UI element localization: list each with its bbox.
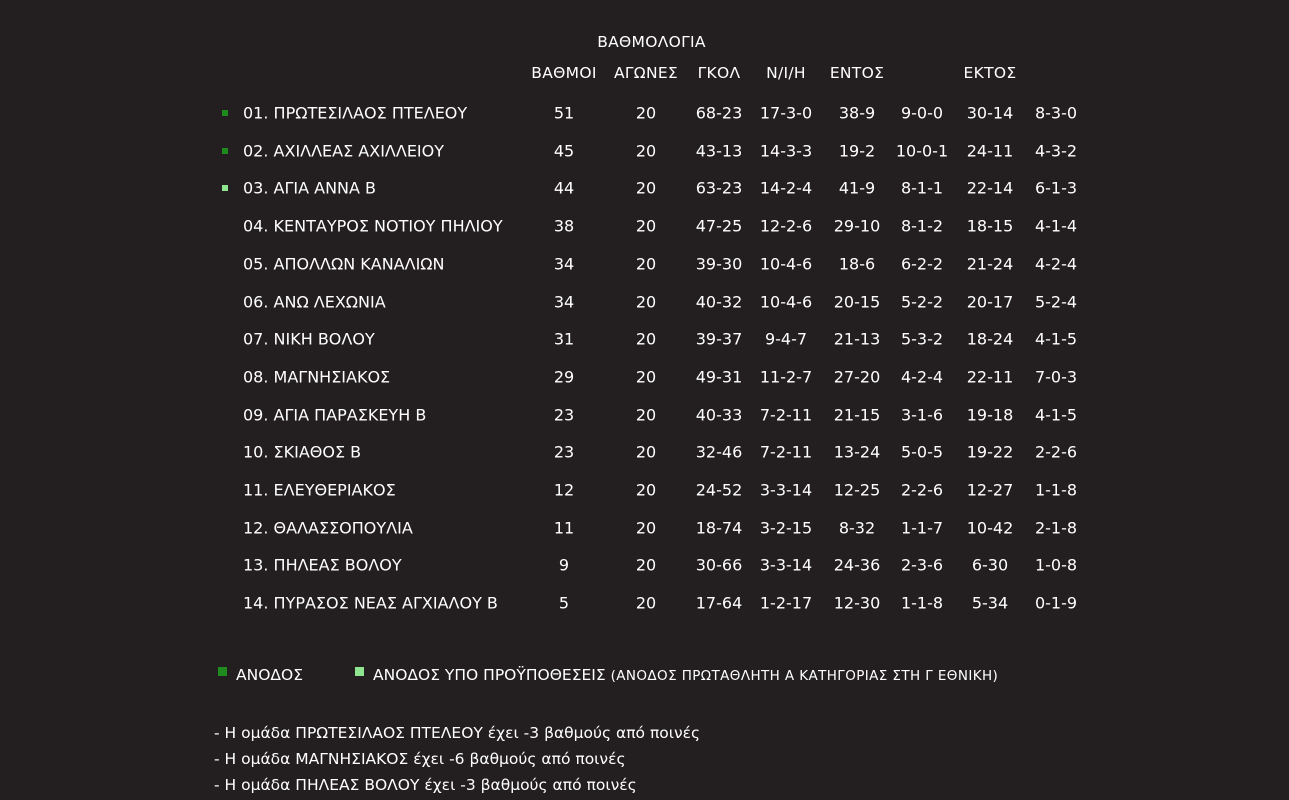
matches-cell: 20 (635, 178, 657, 198)
wdl-cell: 9-4-7 (764, 329, 808, 349)
wdl-cell: 12-2-6 (759, 216, 813, 236)
header-wdl: Ν/Ι/Η (766, 64, 806, 82)
wdl-cell: 1-2-17 (759, 593, 813, 613)
table-row (0, 471, 1289, 509)
points-cell: 31 (553, 329, 575, 349)
team-name: 10. ΣΚΙΑΘΟΣ Β (243, 442, 362, 462)
points-cell: 29 (553, 367, 575, 387)
away-goals-cell: 22-11 (966, 367, 1014, 387)
wdl-cell: 11-2-7 (759, 367, 813, 387)
legend-promotion-label: ΑΝΟΔΟΣ (236, 666, 303, 684)
home-goals-cell: 12-30 (833, 593, 881, 613)
home-wdl-cell: 5-2-2 (900, 292, 944, 311)
away-wdl-cell: 4-3-2 (1034, 141, 1078, 161)
goals-cell: 18-74 (695, 518, 743, 538)
home-goals-cell: 19-2 (838, 141, 876, 161)
table-row (0, 245, 1289, 283)
penalty-note: - Η ομάδα ΜΑΓΝΗΣΙΑΚΟΣ έχει -6 βαθμούς από ποινές (214, 750, 626, 768)
away-goals-cell: 24-11 (966, 141, 1014, 161)
matches-cell: 20 (635, 141, 657, 161)
goals-cell: 68-23 (695, 103, 743, 123)
goals-cell: 17-64 (695, 593, 743, 613)
home-goals-cell: 13-24 (833, 442, 881, 462)
header-home: ΕΝΤΟΣ (829, 64, 885, 82)
legend-conditional-label: ΑΝΟΔΟΣ ΥΠΟ ΠΡΟΫΠΟΘΕΣΕΙΣ (373, 666, 606, 684)
points-cell: 38 (553, 216, 575, 236)
away-goals-cell: 19-22 (966, 442, 1014, 462)
standings-title: ΒΑΘΜΟΛΟΓΙΑ (597, 33, 706, 51)
wdl-cell: 3-3-14 (759, 480, 813, 500)
away-wdl-cell: 7-0-3 (1034, 367, 1078, 387)
away-goals-cell: 5-34 (971, 593, 1009, 613)
header-points: ΒΑΘΜΟΙ (531, 64, 597, 82)
away-goals-cell: 21-24 (966, 254, 1014, 274)
legend-conditional-note: (ΑΝΟΔΟΣ ΠΡΩΤΑΘΛΗΤΗ Α ΚΑΤΗΓΟΡΙΑΣ ΣΤΗ Γ ΕΘΝΙΚΗ) (610, 668, 999, 684)
matches-cell: 20 (635, 254, 657, 274)
goals-cell: 39-37 (695, 329, 743, 349)
points-cell: 23 (553, 442, 575, 462)
away-goals-cell: 19-18 (966, 405, 1014, 425)
points-cell: 11 (553, 518, 575, 538)
penalty-note: - Η ομάδα ΠΗΛΕΑΣ ΒΟΛΟΥ έχει -3 βαθμούς από ποινές (214, 776, 637, 794)
table-row (0, 94, 1289, 132)
team-name: 03. ΑΓΙΑ ΑΝΝΑ Β (243, 178, 377, 198)
home-wdl-cell: 10-0-1 (895, 141, 949, 161)
away-wdl-cell: 4-1-5 (1034, 329, 1078, 349)
goals-cell: 39-30 (695, 254, 743, 274)
goals-cell: 49-31 (695, 367, 743, 387)
wdl-cell: 3-3-14 (759, 555, 813, 575)
team-name: 05. ΑΠΟΛΛΩΝ ΚΑΝΑΛΙΩΝ (243, 254, 445, 274)
table-row (0, 396, 1289, 434)
home-wdl-cell: 1-1-7 (900, 518, 944, 538)
goals-cell: 24-52 (695, 480, 743, 500)
wdl-cell: 7-2-11 (759, 405, 813, 425)
away-wdl-cell: 4-1-5 (1034, 405, 1078, 425)
home-goals-cell: 12-25 (833, 480, 881, 500)
home-wdl-cell: 8-1-1 (900, 178, 944, 198)
points-cell: 5 (558, 593, 570, 613)
away-wdl-cell: 1-1-8 (1034, 480, 1078, 500)
table-row (0, 283, 1289, 321)
table-row (0, 207, 1289, 245)
points-cell: 23 (553, 405, 575, 425)
wdl-cell: 14-2-4 (759, 178, 813, 198)
table-row (0, 169, 1289, 207)
promotion-marker-icon (218, 667, 227, 676)
table-row (0, 509, 1289, 547)
goals-cell: 47-25 (695, 216, 743, 236)
table-row (0, 358, 1289, 396)
home-goals-cell: 41-9 (838, 178, 876, 198)
goals-cell: 32-46 (695, 442, 743, 462)
home-goals-cell: 8-32 (838, 518, 876, 538)
home-goals-cell: 21-15 (833, 405, 881, 425)
home-goals-cell: 24-36 (833, 555, 881, 575)
table-row (0, 320, 1289, 358)
matches-cell: 20 (635, 593, 657, 613)
table-row (0, 584, 1289, 622)
wdl-cell: 7-2-11 (759, 442, 813, 462)
team-name: 13. ΠΗΛΕΑΣ ΒΟΛΟΥ (243, 555, 402, 575)
penalty-note: - Η ομάδα ΠΡΩΤΕΣΙΛΑΟΣ ΠΤΕΛΕΟΥ έχει -3 βαθμούς από ποινές (214, 724, 701, 742)
points-cell: 51 (553, 103, 575, 123)
home-goals-cell: 27-20 (833, 367, 881, 387)
conditional-promotion-marker-icon (222, 185, 228, 191)
home-goals-cell: 21-13 (833, 329, 881, 349)
wdl-cell: 10-4-6 (759, 292, 813, 311)
header-goals: ΓΚΟΛ (697, 64, 741, 82)
home-goals-cell: 18-6 (838, 254, 876, 274)
home-wdl-cell: 1-1-8 (900, 593, 944, 613)
away-wdl-cell: 5-2-4 (1034, 292, 1078, 311)
home-goals-cell: 29-10 (833, 216, 881, 236)
points-cell: 44 (553, 178, 575, 198)
points-cell: 34 (553, 292, 575, 311)
legend-conditional (355, 666, 998, 684)
away-wdl-cell: 8-3-0 (1034, 103, 1078, 123)
matches-cell: 20 (635, 329, 657, 349)
matches-cell: 20 (635, 367, 657, 387)
away-wdl-cell: 6-1-3 (1034, 178, 1078, 198)
away-goals-cell: 12-27 (966, 480, 1014, 500)
goals-cell: 63-23 (695, 178, 743, 198)
team-name: 07. ΝΙΚΗ ΒΟΛΟΥ (243, 329, 375, 349)
matches-cell: 20 (635, 518, 657, 538)
matches-cell: 20 (635, 480, 657, 500)
home-wdl-cell: 8-1-2 (900, 216, 944, 236)
away-goals-cell: 10-42 (966, 518, 1014, 538)
header-matches: ΑΓΩΝΕΣ (613, 64, 679, 82)
home-wdl-cell: 4-2-4 (900, 367, 944, 387)
home-wdl-cell: 2-2-6 (900, 480, 944, 500)
points-cell: 34 (553, 254, 575, 274)
team-name: 11. ΕΛΕΥΘΕΡΙΑΚΟΣ (243, 480, 396, 500)
matches-cell: 20 (635, 555, 657, 575)
points-cell: 12 (553, 480, 575, 500)
team-name: 02. ΑΧΙΛΛΕΑΣ ΑΧΙΛΛΕΙΟΥ (243, 141, 445, 161)
away-wdl-cell: 4-2-4 (1034, 254, 1078, 274)
wdl-cell: 14-3-3 (759, 141, 813, 161)
goals-cell: 43-13 (695, 141, 743, 161)
team-name: 08. ΜΑΓΝΗΣΙΑΚΟΣ (243, 367, 391, 387)
matches-cell: 20 (635, 442, 657, 462)
matches-cell: 20 (635, 103, 657, 123)
conditional-promotion-marker-icon (355, 667, 364, 676)
goals-cell: 40-33 (695, 405, 743, 425)
away-wdl-cell: 0-1-9 (1034, 593, 1078, 613)
home-wdl-cell: 6-2-2 (900, 254, 944, 274)
team-name: 09. ΑΓΙΑ ΠΑΡΑΣΚΕΥΗ Β (243, 405, 427, 425)
home-goals-cell: 38-9 (838, 103, 876, 123)
away-wdl-cell: 2-2-6 (1034, 442, 1078, 462)
away-goals-cell: 18-24 (966, 329, 1014, 349)
penalty-notes (214, 722, 700, 800)
away-wdl-cell: 4-1-4 (1034, 216, 1078, 236)
goals-cell: 30-66 (695, 555, 743, 575)
away-goals-cell: 30-14 (966, 103, 1014, 123)
matches-cell: 20 (635, 405, 657, 425)
promotion-marker-icon (222, 148, 228, 154)
away-wdl-cell: 1-0-8 (1034, 555, 1078, 575)
team-name: 04. ΚΕΝΤΑΥΡΟΣ ΝΟΤΙΟΥ ΠΗΛΙΟΥ (243, 216, 503, 236)
wdl-cell: 10-4-6 (759, 254, 813, 274)
points-cell: 45 (553, 141, 575, 161)
table-row (0, 433, 1289, 471)
home-wdl-cell: 3-1-6 (900, 405, 944, 425)
matches-cell: 20 (635, 292, 657, 311)
matches-cell: 20 (635, 216, 657, 236)
goals-cell: 40-32 (695, 292, 743, 311)
wdl-cell: 17-3-0 (759, 103, 813, 123)
home-goals-cell: 20-15 (833, 292, 881, 311)
home-wdl-cell: 2-3-6 (900, 555, 944, 575)
points-cell: 9 (558, 555, 570, 575)
table-row (0, 132, 1289, 170)
header-away: ΕΚΤΟΣ (963, 64, 1017, 82)
away-goals-cell: 20-17 (966, 292, 1014, 311)
away-goals-cell: 6-30 (971, 555, 1009, 575)
legend-promotion (218, 666, 303, 684)
promotion-marker-icon (222, 110, 228, 116)
home-wdl-cell: 9-0-0 (900, 103, 944, 123)
away-wdl-cell: 2-1-8 (1034, 518, 1078, 538)
away-goals-cell: 18-15 (966, 216, 1014, 236)
home-wdl-cell: 5-0-5 (900, 442, 944, 462)
home-wdl-cell: 5-3-2 (900, 329, 944, 349)
team-name: 06. ΑΝΩ ΛΕΧΩΝΙΑ (243, 292, 386, 311)
team-name: 12. ΘΑΛΑΣΣΟΠΟΥΛΙΑ (243, 518, 413, 538)
team-name: 01. ΠΡΩΤΕΣΙΛΑΟΣ ΠΤΕΛΕΟΥ (243, 103, 468, 123)
team-name: 14. ΠΥΡΑΣΟΣ ΝΕΑΣ ΑΓΧΙΑΛΟΥ Β (243, 593, 498, 613)
away-goals-cell: 22-14 (966, 178, 1014, 198)
wdl-cell: 3-2-15 (759, 518, 813, 538)
table-row (0, 546, 1289, 584)
